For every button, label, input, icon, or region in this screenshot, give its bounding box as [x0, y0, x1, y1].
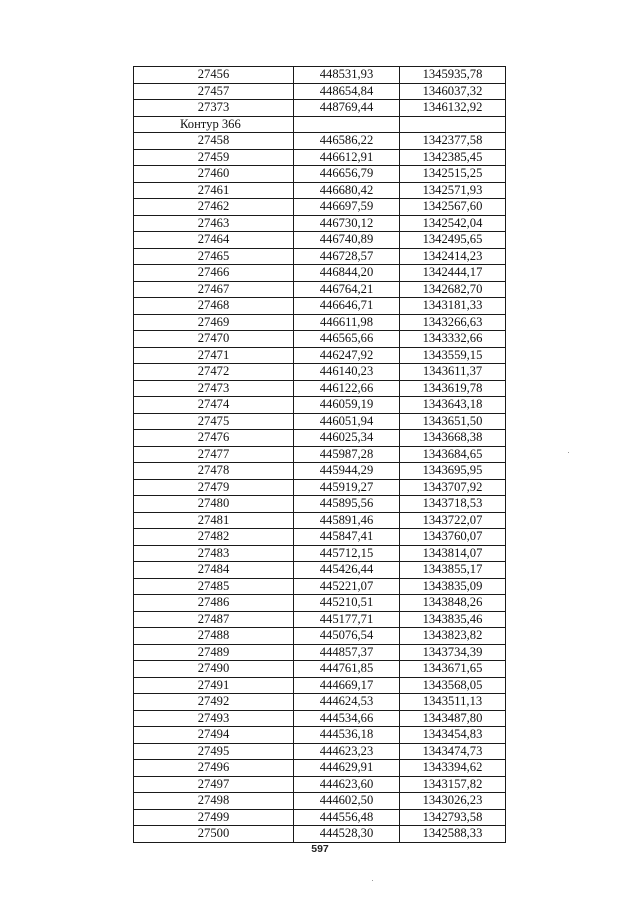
table-row [134, 100, 506, 117]
x-coordinate-cell: 446247,92 [294, 347, 400, 364]
x-coordinate-cell: 446656,79 [294, 166, 400, 183]
x-coordinate-cell: 444528,30 [294, 826, 400, 843]
point-id-cell: 27457 [134, 83, 294, 100]
point-id-cell: 27462 [134, 199, 294, 216]
point-id-cell: 27465 [134, 248, 294, 265]
point-id-cell: 27490 [134, 661, 294, 678]
table-row [134, 413, 506, 430]
table-row [134, 496, 506, 513]
point-id-cell: 27484 [134, 562, 294, 579]
x-coordinate-cell: 446740,89 [294, 232, 400, 249]
x-coordinate-cell: 445891,46 [294, 512, 400, 529]
point-id-cell: 27477 [134, 446, 294, 463]
table-row [134, 743, 506, 760]
table-row [134, 364, 506, 381]
table-row [134, 760, 506, 777]
table-row [134, 265, 506, 282]
y-coordinate-cell: 1342444,17 [400, 265, 506, 282]
point-id-cell: 27478 [134, 463, 294, 480]
point-id-cell: 27456 [134, 67, 294, 84]
x-coordinate-cell: 446051,94 [294, 413, 400, 430]
point-id-cell: 27489 [134, 644, 294, 661]
x-coordinate-cell: 445177,71 [294, 611, 400, 628]
table-row [134, 83, 506, 100]
y-coordinate-cell: 1343474,73 [400, 743, 506, 760]
point-id-cell: 27491 [134, 677, 294, 694]
point-id-cell: 27461 [134, 182, 294, 199]
x-coordinate-cell: 446586,22 [294, 133, 400, 150]
y-coordinate-cell: 1342495,65 [400, 232, 506, 249]
point-id-cell: 27500 [134, 826, 294, 843]
table-row [134, 281, 506, 298]
x-coordinate-cell: 444534,66 [294, 710, 400, 727]
y-coordinate-cell: 1343718,53 [400, 496, 506, 513]
table-row [134, 314, 506, 331]
y-coordinate-cell: 1342542,04 [400, 215, 506, 232]
table-row [134, 644, 506, 661]
x-coordinate-cell: 444669,17 [294, 677, 400, 694]
x-coordinate-cell: 444857,37 [294, 644, 400, 661]
y-coordinate-cell: 1343487,80 [400, 710, 506, 727]
point-id-cell: 27467 [134, 281, 294, 298]
y-coordinate-cell: 1343668,38 [400, 430, 506, 447]
x-coordinate-cell: 445944,29 [294, 463, 400, 480]
x-coordinate-cell: 445210,51 [294, 595, 400, 612]
x-coordinate-cell: 444761,85 [294, 661, 400, 678]
x-coordinate-cell: 445076,54 [294, 628, 400, 645]
table-row [134, 380, 506, 397]
point-id-cell: 27458 [134, 133, 294, 150]
x-coordinate-cell: 444623,60 [294, 776, 400, 793]
point-id-cell: 27480 [134, 496, 294, 513]
point-id-cell: 27496 [134, 760, 294, 777]
table-row [134, 298, 506, 315]
x-coordinate-cell: 446612,91 [294, 149, 400, 166]
y-coordinate-cell: 1343559,15 [400, 347, 506, 364]
table-row [134, 545, 506, 562]
point-id-cell: 27495 [134, 743, 294, 760]
x-coordinate-cell: 445712,15 [294, 545, 400, 562]
x-coordinate-cell: 445426,44 [294, 562, 400, 579]
table-row [134, 215, 506, 232]
y-coordinate-cell: 1342385,45 [400, 149, 506, 166]
x-coordinate-cell: 446764,21 [294, 281, 400, 298]
x-coordinate-cell: 446680,42 [294, 182, 400, 199]
y-coordinate-cell: 1343643,18 [400, 397, 506, 414]
point-id-cell: 27482 [134, 529, 294, 546]
table-row [134, 677, 506, 694]
table-row [134, 166, 506, 183]
x-coordinate-cell: 446730,12 [294, 215, 400, 232]
point-id-cell: 27494 [134, 727, 294, 744]
section-x-empty [294, 116, 400, 133]
y-coordinate-cell: 1345935,78 [400, 67, 506, 84]
y-coordinate-cell: 1342414,23 [400, 248, 506, 265]
x-coordinate-cell: 446611,98 [294, 314, 400, 331]
x-coordinate-cell: 448769,44 [294, 100, 400, 117]
y-coordinate-cell: 1343266,63 [400, 314, 506, 331]
x-coordinate-cell: 444624,53 [294, 694, 400, 711]
point-id-cell: 27493 [134, 710, 294, 727]
y-coordinate-cell: 1343511,13 [400, 694, 506, 711]
x-coordinate-cell: 446565,66 [294, 331, 400, 348]
table-row [134, 793, 506, 810]
point-id-cell: 27487 [134, 611, 294, 628]
y-coordinate-cell: 1342793,58 [400, 809, 506, 826]
x-coordinate-cell: 446140,23 [294, 364, 400, 381]
section-y-empty [400, 116, 506, 133]
table-row [134, 463, 506, 480]
table-row [134, 133, 506, 150]
table-row [134, 512, 506, 529]
point-id-cell: 27476 [134, 430, 294, 447]
table-row [134, 67, 506, 84]
y-coordinate-cell: 1343707,92 [400, 479, 506, 496]
point-id-cell: 27468 [134, 298, 294, 315]
y-coordinate-cell: 1343835,46 [400, 611, 506, 628]
y-coordinate-cell: 1343823,82 [400, 628, 506, 645]
y-coordinate-cell: 1343454,83 [400, 727, 506, 744]
point-id-cell: 27471 [134, 347, 294, 364]
point-id-cell: 27486 [134, 595, 294, 612]
table-row [134, 331, 506, 348]
y-coordinate-cell: 1342571,93 [400, 182, 506, 199]
scan-speck [568, 452, 569, 453]
section-row [134, 116, 506, 133]
x-coordinate-cell: 448654,84 [294, 83, 400, 100]
table-row [134, 248, 506, 265]
point-id-cell: 27469 [134, 314, 294, 331]
point-id-cell: 27373 [134, 100, 294, 117]
x-coordinate-cell: 445847,41 [294, 529, 400, 546]
y-coordinate-cell: 1343734,39 [400, 644, 506, 661]
x-coordinate-cell: 444536,18 [294, 727, 400, 744]
y-coordinate-cell: 1343722,07 [400, 512, 506, 529]
table-row [134, 479, 506, 496]
y-coordinate-cell: 1343394,62 [400, 760, 506, 777]
y-coordinate-cell: 1343619,78 [400, 380, 506, 397]
y-coordinate-cell: 1342682,70 [400, 281, 506, 298]
coordinates-table-body [134, 67, 506, 843]
x-coordinate-cell: 446697,59 [294, 199, 400, 216]
point-id-cell: 27466 [134, 265, 294, 282]
table-row [134, 232, 506, 249]
y-coordinate-cell: 1342567,60 [400, 199, 506, 216]
table-row [134, 446, 506, 463]
y-coordinate-cell: 1343568,05 [400, 677, 506, 694]
y-coordinate-cell: 1343835,09 [400, 578, 506, 595]
point-id-cell: 27472 [134, 364, 294, 381]
point-id-cell: 27481 [134, 512, 294, 529]
y-coordinate-cell: 1343181,33 [400, 298, 506, 315]
table-row [134, 595, 506, 612]
x-coordinate-cell: 446059,19 [294, 397, 400, 414]
section-label: Контур 366 [134, 116, 294, 133]
x-coordinate-cell: 445987,28 [294, 446, 400, 463]
point-id-cell: 27492 [134, 694, 294, 711]
table-row [134, 710, 506, 727]
y-coordinate-cell: 1343855,17 [400, 562, 506, 579]
point-id-cell: 27499 [134, 809, 294, 826]
x-coordinate-cell: 445895,56 [294, 496, 400, 513]
table-row [134, 199, 506, 216]
x-coordinate-cell: 446122,66 [294, 380, 400, 397]
y-coordinate-cell: 1346132,92 [400, 100, 506, 117]
point-id-cell: 27485 [134, 578, 294, 595]
table-row [134, 628, 506, 645]
table-row [134, 826, 506, 843]
point-id-cell: 27483 [134, 545, 294, 562]
table-row [134, 149, 506, 166]
y-coordinate-cell: 1346037,32 [400, 83, 506, 100]
y-coordinate-cell: 1343671,65 [400, 661, 506, 678]
point-id-cell: 27459 [134, 149, 294, 166]
x-coordinate-cell: 444623,23 [294, 743, 400, 760]
table-row [134, 182, 506, 199]
y-coordinate-cell: 1343332,66 [400, 331, 506, 348]
table-row [134, 529, 506, 546]
y-coordinate-cell: 1342515,25 [400, 166, 506, 183]
table-row [134, 578, 506, 595]
y-coordinate-cell: 1343611,37 [400, 364, 506, 381]
y-coordinate-cell: 1342588,33 [400, 826, 506, 843]
y-coordinate-cell: 1343684,65 [400, 446, 506, 463]
table-row [134, 776, 506, 793]
x-coordinate-cell: 445221,07 [294, 578, 400, 595]
x-coordinate-cell: 446844,20 [294, 265, 400, 282]
y-coordinate-cell: 1343026,23 [400, 793, 506, 810]
x-coordinate-cell: 444629,91 [294, 760, 400, 777]
y-coordinate-cell: 1343760,07 [400, 529, 506, 546]
point-id-cell: 27463 [134, 215, 294, 232]
y-coordinate-cell: 1343651,50 [400, 413, 506, 430]
x-coordinate-cell: 445919,27 [294, 479, 400, 496]
x-coordinate-cell: 446646,71 [294, 298, 400, 315]
table-row [134, 347, 506, 364]
point-id-cell: 27473 [134, 380, 294, 397]
table-row [134, 809, 506, 826]
table-row [134, 727, 506, 744]
x-coordinate-cell: 448531,93 [294, 67, 400, 84]
point-id-cell: 27474 [134, 397, 294, 414]
coordinates-table [133, 66, 506, 843]
x-coordinate-cell: 446025,34 [294, 430, 400, 447]
y-coordinate-cell: 1343157,82 [400, 776, 506, 793]
table-row [134, 694, 506, 711]
point-id-cell: 27464 [134, 232, 294, 249]
x-coordinate-cell: 446728,57 [294, 248, 400, 265]
table-row [134, 562, 506, 579]
y-coordinate-cell: 1342377,58 [400, 133, 506, 150]
point-id-cell: 27498 [134, 793, 294, 810]
scan-speck [372, 880, 373, 881]
y-coordinate-cell: 1343848,26 [400, 595, 506, 612]
table-row [134, 611, 506, 628]
point-id-cell: 27497 [134, 776, 294, 793]
point-id-cell: 27475 [134, 413, 294, 430]
table-row [134, 397, 506, 414]
point-id-cell: 27460 [134, 166, 294, 183]
table-row [134, 661, 506, 678]
x-coordinate-cell: 444602,50 [294, 793, 400, 810]
point-id-cell: 27479 [134, 479, 294, 496]
page-number: 597 [311, 843, 329, 855]
point-id-cell: 27488 [134, 628, 294, 645]
point-id-cell: 27470 [134, 331, 294, 348]
y-coordinate-cell: 1343814,07 [400, 545, 506, 562]
table-row [134, 430, 506, 447]
y-coordinate-cell: 1343695,95 [400, 463, 506, 480]
x-coordinate-cell: 444556,48 [294, 809, 400, 826]
